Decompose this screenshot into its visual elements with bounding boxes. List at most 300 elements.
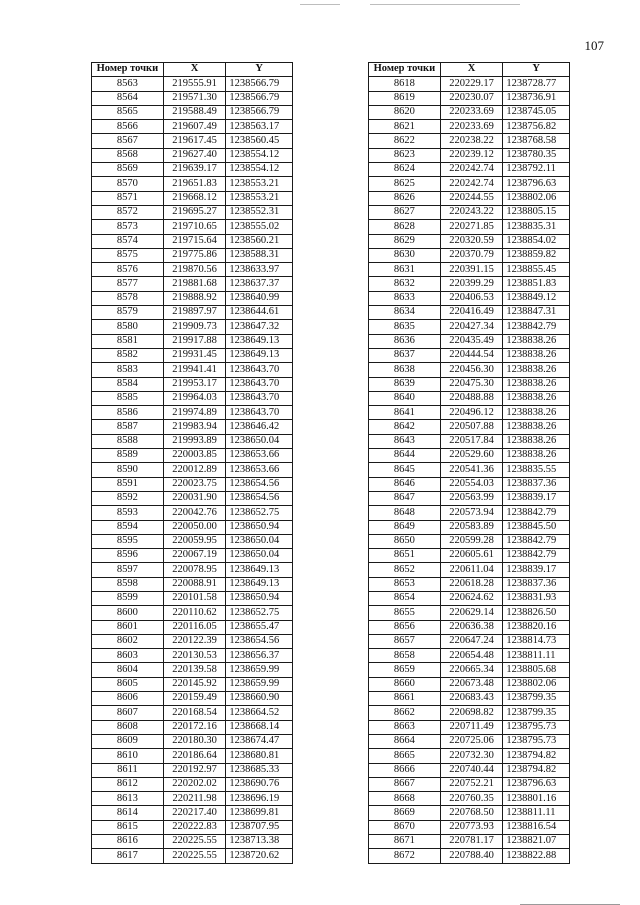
- point-number-cell: 8631: [369, 263, 441, 277]
- point-number-cell: 8591: [92, 477, 164, 491]
- table-row: [369, 449, 570, 463]
- table-row: [92, 334, 293, 348]
- point-number-cell: 8596: [92, 549, 164, 563]
- y-coordinate-cell: 1238842.79: [503, 549, 570, 563]
- x-coordinate-cell: 219651.83: [163, 177, 226, 191]
- y-coordinate-cell: 1238854.02: [503, 234, 570, 248]
- y-coordinate-cell: 1238653.66: [226, 463, 293, 477]
- y-coordinate-cell: 1238650.04: [226, 534, 293, 548]
- table-row: [369, 320, 570, 334]
- x-coordinate-cell: 219909.73: [163, 320, 226, 334]
- table-row: [92, 506, 293, 520]
- x-coordinate-cell: 220406.53: [440, 291, 503, 305]
- x-coordinate-cell: 220554.03: [440, 477, 503, 491]
- y-coordinate-cell: 1238796.63: [503, 777, 570, 791]
- y-coordinate-cell: 1238659.99: [226, 677, 293, 691]
- y-coordinate-cell: 1238713.38: [226, 835, 293, 849]
- table-row: [369, 406, 570, 420]
- x-coordinate-cell: 220711.49: [440, 720, 503, 734]
- point-number-cell: 8577: [92, 277, 164, 291]
- x-coordinate-cell: 220271.85: [440, 220, 503, 234]
- table-row: [92, 749, 293, 763]
- point-number-cell: 8668: [369, 792, 441, 806]
- x-coordinate-cell: 220233.69: [440, 120, 503, 134]
- y-coordinate-cell: 1238802.06: [503, 677, 570, 691]
- table-row: [369, 763, 570, 777]
- y-coordinate-cell: 1238799.35: [503, 692, 570, 706]
- y-coordinate-cell: 1238820.16: [503, 620, 570, 634]
- y-coordinate-cell: 1238560.45: [226, 134, 293, 148]
- y-coordinate-cell: 1238801.16: [503, 792, 570, 806]
- y-coordinate-cell: 1238566.79: [226, 105, 293, 119]
- y-coordinate-cell: 1238699.81: [226, 806, 293, 820]
- point-number-cell: 8589: [92, 449, 164, 463]
- point-number-cell: 8602: [92, 634, 164, 648]
- x-coordinate-cell: 220573.94: [440, 506, 503, 520]
- point-number-cell: 8665: [369, 749, 441, 763]
- x-coordinate-cell: 220732.30: [440, 749, 503, 763]
- table-row: [92, 634, 293, 648]
- table-row: [369, 634, 570, 648]
- table-row: [369, 663, 570, 677]
- y-coordinate-cell: 1238845.50: [503, 520, 570, 534]
- x-coordinate-cell: 220665.34: [440, 663, 503, 677]
- x-coordinate-cell: 219917.88: [163, 334, 226, 348]
- x-coordinate-cell: 220444.54: [440, 348, 503, 362]
- table-row: [369, 263, 570, 277]
- table-row: [92, 463, 293, 477]
- x-coordinate-cell: 220042.76: [163, 506, 226, 520]
- point-number-cell: 8637: [369, 348, 441, 362]
- y-coordinate-cell: 1238831.93: [503, 591, 570, 605]
- table-row: [92, 306, 293, 320]
- y-coordinate-cell: 1238644.61: [226, 306, 293, 320]
- y-coordinate-cell: 1238792.11: [503, 163, 570, 177]
- top-scan-rule-2: [370, 4, 520, 5]
- table-row: [92, 91, 293, 105]
- y-coordinate-cell: 1238654.56: [226, 634, 293, 648]
- point-number-cell: 8583: [92, 363, 164, 377]
- point-number-cell: 8666: [369, 763, 441, 777]
- table-row: [92, 792, 293, 806]
- table-row: [92, 148, 293, 162]
- x-coordinate-cell: 220242.74: [440, 177, 503, 191]
- table-row: [92, 706, 293, 720]
- table-row: [369, 191, 570, 205]
- x-coordinate-cell: 220211.98: [163, 792, 226, 806]
- point-number-cell: 8566: [92, 120, 164, 134]
- table-row: [369, 491, 570, 505]
- y-coordinate-cell: 1238566.79: [226, 91, 293, 105]
- y-coordinate-cell: 1238555.02: [226, 220, 293, 234]
- y-coordinate-cell: 1238838.26: [503, 434, 570, 448]
- column-header-point: Номер точки: [369, 63, 441, 77]
- x-coordinate-cell: 220078.95: [163, 563, 226, 577]
- x-coordinate-cell: 219639.17: [163, 163, 226, 177]
- table-row: [369, 777, 570, 791]
- y-coordinate-cell: 1238838.26: [503, 363, 570, 377]
- point-number-cell: 8648: [369, 506, 441, 520]
- point-number-cell: 8580: [92, 320, 164, 334]
- table-row: [92, 348, 293, 362]
- x-coordinate-cell: 219974.89: [163, 406, 226, 420]
- y-coordinate-cell: 1238728.77: [503, 77, 570, 91]
- table-row: [369, 520, 570, 534]
- table-row: [369, 463, 570, 477]
- x-coordinate-cell: 220192.97: [163, 763, 226, 777]
- point-number-cell: 8620: [369, 105, 441, 119]
- y-coordinate-cell: 1238838.26: [503, 391, 570, 405]
- y-coordinate-cell: 1238659.99: [226, 663, 293, 677]
- point-number-cell: 8638: [369, 363, 441, 377]
- table-row: [92, 491, 293, 505]
- point-number-cell: 8585: [92, 391, 164, 405]
- x-coordinate-cell: 220599.28: [440, 534, 503, 548]
- point-number-cell: 8608: [92, 720, 164, 734]
- point-number-cell: 8640: [369, 391, 441, 405]
- point-number-cell: 8606: [92, 692, 164, 706]
- x-coordinate-cell: 220217.40: [163, 806, 226, 820]
- table-row: [92, 434, 293, 448]
- table-row: [369, 835, 570, 849]
- y-coordinate-cell: 1238855.45: [503, 263, 570, 277]
- x-coordinate-cell: 220003.85: [163, 449, 226, 463]
- x-coordinate-cell: 220243.22: [440, 205, 503, 219]
- y-coordinate-cell: 1238811.11: [503, 806, 570, 820]
- table-row: [92, 248, 293, 262]
- point-number-cell: 8607: [92, 706, 164, 720]
- x-coordinate-cell: 220101.58: [163, 591, 226, 605]
- table-row: [369, 506, 570, 520]
- table-row: [369, 792, 570, 806]
- x-coordinate-cell: 220202.02: [163, 777, 226, 791]
- table-row: [369, 806, 570, 820]
- table-header-row: [369, 63, 570, 77]
- table-row: [92, 420, 293, 434]
- y-coordinate-cell: 1238816.54: [503, 820, 570, 834]
- y-coordinate-cell: 1238685.33: [226, 763, 293, 777]
- point-number-cell: 8649: [369, 520, 441, 534]
- y-coordinate-cell: 1238649.13: [226, 577, 293, 591]
- y-coordinate-cell: 1238552.31: [226, 205, 293, 219]
- point-number-cell: 8621: [369, 120, 441, 134]
- point-number-cell: 8594: [92, 520, 164, 534]
- table-row: [92, 120, 293, 134]
- point-number-cell: 8636: [369, 334, 441, 348]
- point-number-cell: 8584: [92, 377, 164, 391]
- point-number-cell: 8587: [92, 420, 164, 434]
- column-header-point: Номер точки: [92, 63, 164, 77]
- point-number-cell: 8573: [92, 220, 164, 234]
- y-coordinate-cell: 1238696.19: [226, 792, 293, 806]
- x-coordinate-cell: 220788.40: [440, 849, 503, 863]
- y-coordinate-cell: 1238720.62: [226, 849, 293, 863]
- point-number-cell: 8658: [369, 649, 441, 663]
- y-coordinate-cell: 1238566.79: [226, 77, 293, 91]
- point-number-cell: 8661: [369, 692, 441, 706]
- table-row: [369, 606, 570, 620]
- table-row: [92, 835, 293, 849]
- x-coordinate-cell: 220130.53: [163, 649, 226, 663]
- coordinates-table-left: [91, 62, 293, 864]
- x-coordinate-cell: 220159.49: [163, 692, 226, 706]
- top-scan-rule-1: [300, 4, 340, 5]
- table-row: [369, 77, 570, 91]
- x-coordinate-cell: 220618.28: [440, 577, 503, 591]
- table-row: [369, 706, 570, 720]
- coordinates-table-right: [368, 62, 570, 864]
- x-coordinate-cell: 220186.64: [163, 749, 226, 763]
- table-row: [92, 649, 293, 663]
- x-coordinate-cell: 220624.62: [440, 591, 503, 605]
- x-coordinate-cell: 220583.89: [440, 520, 503, 534]
- y-coordinate-cell: 1238805.15: [503, 205, 570, 219]
- y-coordinate-cell: 1238842.79: [503, 534, 570, 548]
- y-coordinate-cell: 1238674.47: [226, 734, 293, 748]
- page-number: 107: [584, 38, 604, 53]
- x-coordinate-cell: 220781.17: [440, 835, 503, 849]
- x-coordinate-cell: 220698.82: [440, 706, 503, 720]
- x-coordinate-cell: 219888.92: [163, 291, 226, 305]
- x-coordinate-cell: 220517.84: [440, 434, 503, 448]
- x-coordinate-cell: 220563.99: [440, 491, 503, 505]
- point-number-cell: 8644: [369, 449, 441, 463]
- table-row: [369, 348, 570, 362]
- x-coordinate-cell: 220488.88: [440, 391, 503, 405]
- x-coordinate-cell: 219588.49: [163, 105, 226, 119]
- point-number-cell: 8634: [369, 306, 441, 320]
- table-row: [92, 191, 293, 205]
- point-number-cell: 8593: [92, 506, 164, 520]
- table-row: [369, 220, 570, 234]
- point-number-cell: 8579: [92, 306, 164, 320]
- y-coordinate-cell: 1238805.68: [503, 663, 570, 677]
- table-row: [369, 277, 570, 291]
- table-row: [92, 291, 293, 305]
- x-coordinate-cell: 220059.95: [163, 534, 226, 548]
- y-coordinate-cell: 1238794.82: [503, 763, 570, 777]
- x-coordinate-cell: 219617.45: [163, 134, 226, 148]
- x-coordinate-cell: 220725.06: [440, 734, 503, 748]
- x-coordinate-cell: 219993.89: [163, 434, 226, 448]
- x-coordinate-cell: 220760.35: [440, 792, 503, 806]
- y-coordinate-cell: 1238650.04: [226, 434, 293, 448]
- table-row: [369, 620, 570, 634]
- point-number-cell: 8605: [92, 677, 164, 691]
- y-coordinate-cell: 1238652.75: [226, 606, 293, 620]
- point-number-cell: 8653: [369, 577, 441, 591]
- table-row: [369, 749, 570, 763]
- y-coordinate-cell: 1238656.37: [226, 649, 293, 663]
- table-row: [369, 477, 570, 491]
- x-coordinate-cell: 219983.94: [163, 420, 226, 434]
- point-number-cell: 8624: [369, 163, 441, 177]
- x-coordinate-cell: 220225.55: [163, 835, 226, 849]
- point-number-cell: 8632: [369, 277, 441, 291]
- x-coordinate-cell: 220122.39: [163, 634, 226, 648]
- table-row: [92, 163, 293, 177]
- table-row: [92, 134, 293, 148]
- table-row: [369, 105, 570, 119]
- point-number-cell: 8576: [92, 263, 164, 277]
- y-coordinate-cell: 1238756.82: [503, 120, 570, 134]
- point-number-cell: 8604: [92, 663, 164, 677]
- y-coordinate-cell: 1238795.73: [503, 720, 570, 734]
- x-coordinate-cell: 220110.62: [163, 606, 226, 620]
- table-body-left: [92, 77, 293, 863]
- x-coordinate-cell: 220050.00: [163, 520, 226, 534]
- y-coordinate-cell: 1238736.91: [503, 91, 570, 105]
- y-coordinate-cell: 1238799.35: [503, 706, 570, 720]
- point-number-cell: 8671: [369, 835, 441, 849]
- x-coordinate-cell: 219775.86: [163, 248, 226, 262]
- column-header-y: Y: [503, 63, 570, 77]
- point-number-cell: 8622: [369, 134, 441, 148]
- x-coordinate-cell: 219715.64: [163, 234, 226, 248]
- x-coordinate-cell: 219870.56: [163, 263, 226, 277]
- point-number-cell: 8615: [92, 820, 164, 834]
- column-header-x: X: [163, 63, 226, 77]
- point-number-cell: 8565: [92, 105, 164, 119]
- y-coordinate-cell: 1238837.36: [503, 577, 570, 591]
- x-coordinate-cell: 220399.29: [440, 277, 503, 291]
- table-row: [369, 91, 570, 105]
- x-coordinate-cell: 220683.43: [440, 692, 503, 706]
- x-coordinate-cell: 220225.55: [163, 849, 226, 863]
- point-number-cell: 8616: [92, 835, 164, 849]
- table-row: [369, 549, 570, 563]
- table-row: [369, 734, 570, 748]
- x-coordinate-cell: 220456.30: [440, 363, 503, 377]
- table-row: [369, 234, 570, 248]
- y-coordinate-cell: 1238795.73: [503, 734, 570, 748]
- y-coordinate-cell: 1238838.26: [503, 377, 570, 391]
- y-coordinate-cell: 1238849.12: [503, 291, 570, 305]
- x-coordinate-cell: 220023.75: [163, 477, 226, 491]
- y-coordinate-cell: 1238652.75: [226, 506, 293, 520]
- x-coordinate-cell: 219941.41: [163, 363, 226, 377]
- x-coordinate-cell: 220370.79: [440, 248, 503, 262]
- y-coordinate-cell: 1238647.32: [226, 320, 293, 334]
- point-number-cell: 8643: [369, 434, 441, 448]
- x-coordinate-cell: 220768.50: [440, 806, 503, 820]
- table-row: [92, 406, 293, 420]
- x-coordinate-cell: 220244.55: [440, 191, 503, 205]
- y-coordinate-cell: 1238554.12: [226, 163, 293, 177]
- y-coordinate-cell: 1238643.70: [226, 377, 293, 391]
- table-row: [92, 692, 293, 706]
- point-number-cell: 8575: [92, 248, 164, 262]
- x-coordinate-cell: 220475.30: [440, 377, 503, 391]
- x-coordinate-cell: 220145.92: [163, 677, 226, 691]
- point-number-cell: 8590: [92, 463, 164, 477]
- table-row: [92, 363, 293, 377]
- y-coordinate-cell: 1238811.11: [503, 649, 570, 663]
- y-coordinate-cell: 1238653.66: [226, 449, 293, 463]
- x-coordinate-cell: 220416.49: [440, 306, 503, 320]
- point-number-cell: 8654: [369, 591, 441, 605]
- point-number-cell: 8656: [369, 620, 441, 634]
- x-coordinate-cell: 220773.93: [440, 820, 503, 834]
- y-coordinate-cell: 1238640.99: [226, 291, 293, 305]
- y-coordinate-cell: 1238745.05: [503, 105, 570, 119]
- point-number-cell: 8610: [92, 749, 164, 763]
- table-row: [369, 420, 570, 434]
- y-coordinate-cell: 1238838.26: [503, 406, 570, 420]
- point-number-cell: 8651: [369, 549, 441, 563]
- point-number-cell: 8582: [92, 348, 164, 362]
- table-row: [369, 391, 570, 405]
- table-row: [369, 677, 570, 691]
- x-coordinate-cell: 220222.83: [163, 820, 226, 834]
- point-number-cell: 8667: [369, 777, 441, 791]
- point-number-cell: 8646: [369, 477, 441, 491]
- table-row: [369, 377, 570, 391]
- table-row: [92, 177, 293, 191]
- x-coordinate-cell: 220031.90: [163, 491, 226, 505]
- y-coordinate-cell: 1238646.42: [226, 420, 293, 434]
- table-row: [92, 220, 293, 234]
- y-coordinate-cell: 1238668.14: [226, 720, 293, 734]
- x-coordinate-cell: 220242.74: [440, 163, 503, 177]
- table-row: [92, 763, 293, 777]
- point-number-cell: 8642: [369, 420, 441, 434]
- x-coordinate-cell: 220629.14: [440, 606, 503, 620]
- table-row: [369, 205, 570, 219]
- x-coordinate-cell: 220116.05: [163, 620, 226, 634]
- x-coordinate-cell: 219897.97: [163, 306, 226, 320]
- table-row: [369, 177, 570, 191]
- table-row: [92, 806, 293, 820]
- table-row: [92, 777, 293, 791]
- y-coordinate-cell: 1238554.12: [226, 148, 293, 162]
- point-number-cell: 8611: [92, 763, 164, 777]
- y-coordinate-cell: 1238563.17: [226, 120, 293, 134]
- x-coordinate-cell: 219571.30: [163, 91, 226, 105]
- table-row: [92, 477, 293, 491]
- y-coordinate-cell: 1238838.26: [503, 334, 570, 348]
- point-number-cell: 8670: [369, 820, 441, 834]
- table-row: [92, 563, 293, 577]
- x-coordinate-cell: 219695.27: [163, 205, 226, 219]
- x-coordinate-cell: 220636.38: [440, 620, 503, 634]
- x-coordinate-cell: 220012.89: [163, 463, 226, 477]
- point-number-cell: 8663: [369, 720, 441, 734]
- y-coordinate-cell: 1238649.13: [226, 348, 293, 362]
- point-number-cell: 8569: [92, 163, 164, 177]
- table-row: [369, 563, 570, 577]
- point-number-cell: 8599: [92, 591, 164, 605]
- x-coordinate-cell: 220427.34: [440, 320, 503, 334]
- y-coordinate-cell: 1238842.79: [503, 506, 570, 520]
- x-coordinate-cell: 220541.36: [440, 463, 503, 477]
- point-number-cell: 8586: [92, 406, 164, 420]
- y-coordinate-cell: 1238859.82: [503, 248, 570, 262]
- point-number-cell: 8581: [92, 334, 164, 348]
- x-coordinate-cell: 220320.59: [440, 234, 503, 248]
- x-coordinate-cell: 220180.30: [163, 734, 226, 748]
- point-number-cell: 8635: [369, 320, 441, 334]
- point-number-cell: 8609: [92, 734, 164, 748]
- y-coordinate-cell: 1238835.31: [503, 220, 570, 234]
- x-coordinate-cell: 220529.60: [440, 449, 503, 463]
- table-row: [92, 377, 293, 391]
- table-row: [369, 363, 570, 377]
- x-coordinate-cell: 220239.12: [440, 148, 503, 162]
- point-number-cell: 8659: [369, 663, 441, 677]
- table-row: [369, 120, 570, 134]
- x-coordinate-cell: 219710.65: [163, 220, 226, 234]
